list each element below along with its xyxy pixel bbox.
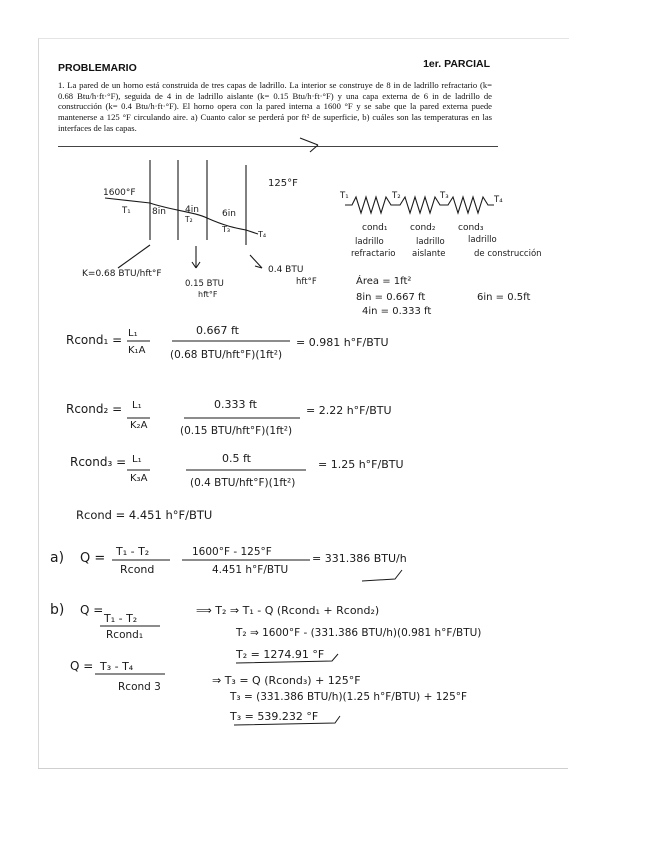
part-c-line-1: ⇒ T₃ = Q (Rcond₃) + 125°F [212, 674, 361, 687]
wall-diagram [105, 138, 318, 268]
outer-temp: 125°F [268, 178, 298, 189]
thickness-3: 6in [222, 209, 236, 219]
rcond3-lhs: Rcond₃ = [70, 455, 127, 469]
t2-label: T₂ [185, 215, 193, 224]
part-b-line-3: T₂ = 1274.91 °F [236, 648, 325, 661]
part-a-frac-den: Rcond [120, 563, 155, 576]
circuit-node-2: T₂ [392, 191, 401, 201]
rcond1-frac-den: K₁A [128, 345, 146, 356]
rcond1-numerator: 0.667 ft [196, 324, 239, 337]
r-label-1: cond₁ [362, 223, 388, 233]
part-c-lhs: Q = [70, 659, 94, 673]
material-3a: ladrillo [468, 235, 497, 245]
part-c-line-3: T₃ = 539.232 °F [230, 710, 319, 723]
rcond2-result: = 2.22 h°F/BTU [306, 404, 392, 417]
rcond3-numerator: 0.5 ft [222, 452, 251, 465]
part-c-line-2: T₃ = (331.386 BTU/h)(1.25 h°F/BTU) + 125°F [230, 691, 468, 703]
header-title: PROBLEMARIO [58, 62, 137, 74]
k3-label-b: hft°F [296, 277, 317, 287]
k2-label-b: hft°F [198, 290, 218, 299]
part-a-numerator: 1600°F - 125°F [192, 546, 272, 558]
rcond2-frac-num: L₁ [132, 400, 142, 411]
t1-label: T₁ [122, 206, 131, 216]
conversion-4in: 4in = 0.333 ft [362, 306, 432, 317]
circuit-node-4: T₄ [494, 195, 503, 205]
part-a-frac-num: T₁ - T₂ [116, 545, 150, 558]
material-3b: de construcción [474, 249, 542, 259]
material-2b: aislante [412, 249, 446, 259]
circuit-node-1: T₁ [340, 191, 349, 201]
part-a-label: a) [50, 550, 65, 566]
rcond3-frac-den: K₃A [130, 473, 148, 484]
part-c-frac-num: T₃ - T₄ [100, 660, 134, 673]
conversion-8in: 8in = 0.667 ft [356, 292, 426, 303]
rcond1-lhs: Rcond₁ = [66, 333, 123, 347]
t3-label: T₃ [222, 225, 231, 234]
material-1b: refractario [351, 249, 396, 259]
part-b-lhs: Q = [80, 603, 104, 617]
rcond1-denominator: (0.68 BTU/hft°F)(1ft²) [170, 349, 283, 361]
part-c-frac-den: Rcond 3 [118, 681, 161, 693]
page-edge [38, 768, 568, 769]
r-label-2: cond₂ [410, 223, 436, 233]
conversion-6in: 6in = 0.5ft [477, 292, 531, 303]
problem-statement: 1. La pared de un horno está construida de tres capas de ladrillo. La interior se construye de 8 in de ladrillo refractario (k= 0.68 Btu/h·ft·°F), seguida de 4 in de ladrillo aislante (k= 0.15 Btu/h·ft·°F) y una capa externa de 6 in de ladrillo de construcción (k= 0.4 Btu/h·ft·°F). El horno opera con la pared interna a 1600 °F y se sabe que la pared externa puede mantenerse a 125 °F circulando aire. a) Cuanto calor se perderá por ft² de superficie, b) cuáles son las temperaturas en las interfaces de las capas. [58, 80, 492, 133]
thickness-2: 4in [185, 205, 199, 215]
area-value: Área = 1ft² [356, 276, 412, 287]
thickness-1: 8in [152, 207, 166, 217]
part-a-denominator: 4.451 h°F/BTU [212, 564, 289, 576]
rcond3-denominator: (0.4 BTU/hft°F)(1ft²) [190, 477, 296, 489]
rcond2-numerator: 0.333 ft [214, 398, 257, 411]
material-2a: ladrillo [416, 237, 445, 247]
rcond3-frac-num: L₁ [132, 454, 142, 465]
rcond2-denominator: (0.15 BTU/hft°F)(1ft²) [180, 425, 293, 437]
k2-label-a: 0.15 BTU [185, 279, 224, 289]
part-b-line-2: T₂ ⇒ 1600°F - (331.386 BTU/h)(0.981 h°F/BTU) [236, 627, 482, 639]
thermal-circuit [345, 197, 494, 213]
rcond3-result: = 1.25 h°F/BTU [318, 458, 404, 471]
circuit-node-3: T₃ [440, 191, 449, 201]
k1-label: K=0.68 BTU/hft°F [82, 269, 162, 279]
rcond2-frac-den: K₂A [130, 420, 148, 431]
part-b-frac-num: T₁ - T₂ [104, 612, 138, 625]
k3-label-a: 0.4 BTU [268, 265, 304, 275]
part-b-label: b) [50, 602, 65, 618]
part-b-frac-den: Rcond₁ [106, 629, 144, 641]
part-a-lhs: Q = [80, 551, 106, 566]
header-exam-label: 1er. PARCIAL [423, 58, 490, 70]
rcond2-lhs: Rcond₂ = [66, 402, 123, 416]
part-b-line-1: ⟹ T₂ ⇒ T₁ - Q (Rcond₁ + Rcond₂) [196, 604, 380, 617]
rcond-total: Rcond = 4.451 h°F/BTU [76, 508, 213, 522]
material-1a: ladrillo [355, 237, 384, 247]
rcond1-result: = 0.981 h°F/BTU [296, 336, 389, 349]
part-a-result: = 331.386 BTU/h [312, 552, 407, 565]
rcond1-frac-num: L₁ [128, 328, 138, 339]
r-label-3: cond₃ [458, 223, 484, 233]
t4-label: T₄ [258, 230, 267, 239]
inner-temp: 1600°F [103, 188, 136, 198]
